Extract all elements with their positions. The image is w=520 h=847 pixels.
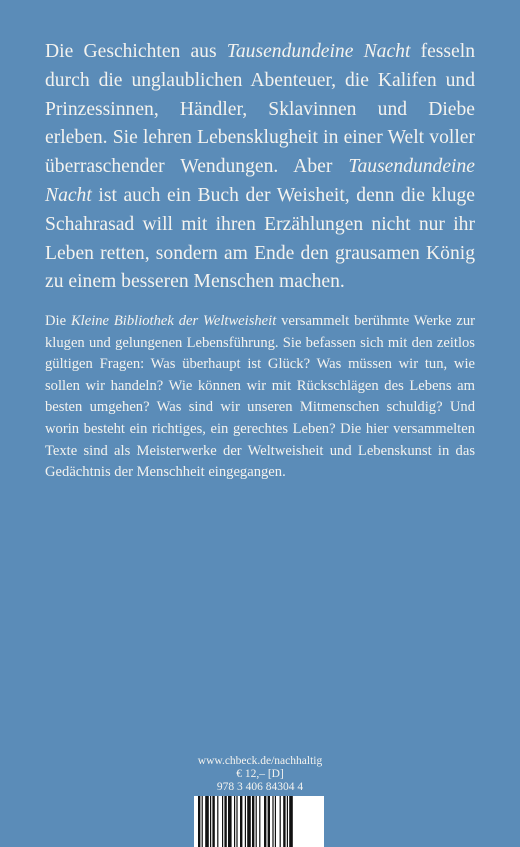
series-paragraph xyxy=(45,311,475,484)
book-title-2: Tausendundeine Nacht xyxy=(45,156,475,206)
barcode-bar xyxy=(217,796,218,847)
barcode-bar xyxy=(202,796,203,847)
barcode-bar xyxy=(259,796,260,847)
barcode-bar xyxy=(247,796,251,847)
barcode-bar xyxy=(287,796,288,847)
barcode-bar xyxy=(224,796,226,847)
blurb-text-2: fesseln durch die unglaublichen Abenteuer, die Kalifen und Prinzessinnen, Händler, Sklavinnen und Diebe erleben. Sie lehren Lebensklugheit in einer Welt voller überraschender Wendungen. Aber xyxy=(45,41,475,178)
imprint xyxy=(0,755,520,794)
book-title-1: Tausendundeine Nacht xyxy=(226,41,411,62)
barcode-bar xyxy=(210,796,211,847)
barcode-bar xyxy=(212,796,214,847)
barcode-bar xyxy=(234,796,235,847)
barcode-bar xyxy=(289,796,293,847)
isbn: 978 3 406 84304 4 xyxy=(216,781,304,793)
barcode-bar xyxy=(280,796,281,847)
barcode xyxy=(194,796,324,847)
barcode-bar xyxy=(256,796,257,847)
barcode-bar xyxy=(252,796,254,847)
barcode-bar xyxy=(264,796,266,847)
barcode-bar xyxy=(245,796,246,847)
blurb-text-1: Die Geschichten aus xyxy=(45,41,227,62)
price: € 12,– [D] xyxy=(236,768,284,780)
publisher-url: www.chbeck.de/nachhaltig xyxy=(197,755,323,767)
series-text-2: versammelt berühmte Werke zur klugen und gelungenen Lebensführung. Sie befassen sich mit den zeitlos gültigen Fragen: Was überhaupt ist Glück? Was müssen wir tun, wie sollen wir handeln? Wie können wir mit Rückschlägen des Lebens am besten umgehen? Was sind wir unseren Mitmenschen schuldig? Und worin besteht ein richtiges, ein gerechtes Leben? Die hier versammelten Texte sind als Meisterwerke der Weltweisheit und Lebenskunst in das Gedächtnis der Menschheit eingegangen. xyxy=(45,313,475,481)
barcode-bar xyxy=(222,796,223,847)
blurb-paragraph xyxy=(45,38,475,297)
barcode-bar xyxy=(272,796,273,847)
barcode-bar xyxy=(198,796,200,847)
barcode-bar xyxy=(283,796,285,847)
barcode-bar xyxy=(205,796,209,847)
series-title: Kleine Bibliothek der Weltweisheit xyxy=(70,313,277,329)
series-text-1: Die xyxy=(45,313,71,329)
barcode-bars xyxy=(194,796,324,847)
barcode-bar xyxy=(228,796,232,847)
barcode-bar xyxy=(275,796,276,847)
barcode-bar xyxy=(240,796,242,847)
barcode-bar xyxy=(236,796,237,847)
barcode-bar xyxy=(268,796,270,847)
blurb-text-3: ist auch ein Buch der Weisheit, denn die kluge Schahrasad will mit ihren Erzählungen nicht nur ihr Leben retten, sondern am Ende den grausamen König zu einem besseren Menschen machen. xyxy=(45,184,475,293)
